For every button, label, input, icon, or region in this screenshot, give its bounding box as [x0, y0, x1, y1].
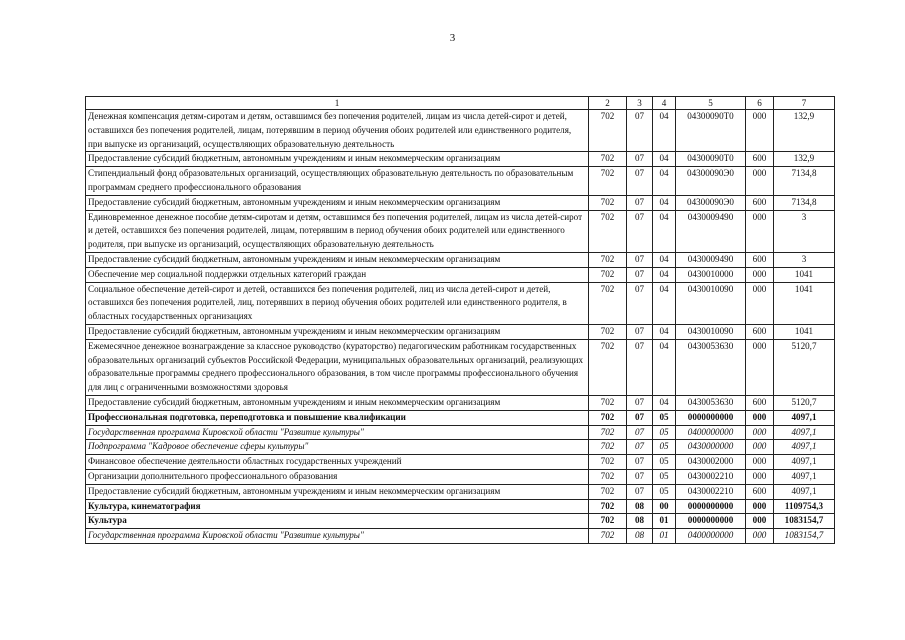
subsection-cell: 04 [653, 324, 676, 339]
row-name-cell: Ежемесячное денежное вознаграждение за классное руководство (кураторство) педагогическим работникам государственных образовательных организаций субъектов Российской Федерации, муниципальных образовательных организаций, реализующих образовательные программы среднего профессионального образования, в том числе программы профессионального обучения для лиц с ограниченными возможностями здоровья [86, 339, 589, 395]
header-col-7: 7 [774, 97, 835, 110]
expense-type-cell: 600 [746, 195, 774, 210]
row-name-cell: Социальное обеспечение детей-сирот и детей, оставшихся без попечения родителей, лиц из числа детей-сирот и детей, оставшихся без попечения родителей, лиц, потерявших в период обучения обоих родителей или единственного родителя, в областных государственных организациях [86, 282, 589, 324]
admin-code-cell: 702 [589, 484, 627, 499]
table-row [86, 484, 835, 499]
target-article-cell: 0430010000 [676, 267, 746, 282]
table-row [86, 339, 835, 395]
admin-code-cell: 702 [589, 425, 627, 440]
target-article-cell: 0000000000 [676, 410, 746, 425]
admin-code-cell: 702 [589, 514, 627, 529]
expense-type-cell: 000 [746, 514, 774, 529]
target-article-cell: 0430002000 [676, 455, 746, 470]
target-article-cell: 04300090Т0 [676, 152, 746, 167]
table-row [86, 514, 835, 529]
table-row [86, 410, 835, 425]
expense-type-cell: 000 [746, 440, 774, 455]
header-col-1: 1 [86, 97, 589, 110]
subsection-cell: 01 [653, 514, 676, 529]
table-row [86, 167, 835, 196]
table-row [86, 324, 835, 339]
amount-cell: 1041 [774, 267, 835, 282]
section-cell: 07 [627, 410, 653, 425]
target-article-cell: 0430010090 [676, 282, 746, 324]
target-article-cell: 0000000000 [676, 514, 746, 529]
row-name-cell: Предоставление субсидий бюджетным, автономным учреждениям и иным некоммерческим организациям [86, 324, 589, 339]
admin-code-cell: 702 [589, 455, 627, 470]
target-article-cell: 0430002210 [676, 484, 746, 499]
section-cell: 07 [627, 395, 653, 410]
section-cell: 07 [627, 440, 653, 455]
budget-table [85, 96, 835, 544]
amount-cell: 4097,1 [774, 425, 835, 440]
section-cell: 07 [627, 110, 653, 152]
subsection-cell: 04 [653, 252, 676, 267]
row-name-cell: Стипендиальный фонд образовательных организаций, осуществляющих образовательную деятельность по образовательным программам среднего профессионального образования [86, 167, 589, 196]
subsection-cell: 04 [653, 210, 676, 252]
subsection-cell: 04 [653, 282, 676, 324]
section-cell: 07 [627, 282, 653, 324]
admin-code-cell: 702 [589, 152, 627, 167]
subsection-cell: 05 [653, 484, 676, 499]
admin-code-cell: 702 [589, 195, 627, 210]
expense-type-cell: 000 [746, 110, 774, 152]
expense-type-cell: 000 [746, 425, 774, 440]
subsection-cell: 04 [653, 195, 676, 210]
row-name-cell: Денежная компенсация детям-сиротам и детям, оставшимся без попечения родителей, лицам из числа детей-сирот и детей, оставшихся без попечения родителей, лицам, потерявшим в период обучения обоих родителей или единственного родителя, при выпуске из организаций, осуществляющих образовательную деятельность [86, 110, 589, 152]
amount-cell: 4097,1 [774, 455, 835, 470]
subsection-cell: 04 [653, 267, 676, 282]
section-cell: 07 [627, 484, 653, 499]
section-cell: 07 [627, 455, 653, 470]
expense-type-cell: 000 [746, 499, 774, 514]
table-row [86, 455, 835, 470]
expense-type-cell: 000 [746, 529, 774, 544]
header-col-3: 3 [627, 97, 653, 110]
row-name-cell: Финансовое обеспечение деятельности областных государственных учреждений [86, 455, 589, 470]
amount-cell: 132,9 [774, 152, 835, 167]
admin-code-cell: 702 [589, 410, 627, 425]
target-article-cell: 0000000000 [676, 499, 746, 514]
subsection-cell: 04 [653, 395, 676, 410]
table-body [86, 110, 835, 544]
subsection-cell: 01 [653, 529, 676, 544]
subsection-cell: 05 [653, 425, 676, 440]
expense-type-cell: 000 [746, 210, 774, 252]
expense-type-cell: 600 [746, 484, 774, 499]
expense-type-cell: 600 [746, 324, 774, 339]
admin-code-cell: 702 [589, 469, 627, 484]
target-article-cell: 0400000000 [676, 425, 746, 440]
section-cell: 08 [627, 529, 653, 544]
header-col-5: 5 [676, 97, 746, 110]
row-name-cell: Культура, кинематография [86, 499, 589, 514]
amount-cell: 4097,1 [774, 469, 835, 484]
row-name-cell: Единовременное денежное пособие детям-сиротам и детям, оставшимся без попечения родителей, лицам из числа детей-сирот и детей, оставшихся без попечения родителей, лицам, потерявшим в период обучения обоих родителей или единственного родителя, при выпуске из организаций, осуществляющих образовательную деятельность [86, 210, 589, 252]
row-name-cell: Предоставление субсидий бюджетным, автономным учреждениям и иным некоммерческим организациям [86, 395, 589, 410]
admin-code-cell: 702 [589, 339, 627, 395]
target-article-cell: 0430009490 [676, 210, 746, 252]
table-row [86, 267, 835, 282]
amount-cell: 5120,7 [774, 339, 835, 395]
expense-type-cell: 000 [746, 339, 774, 395]
section-cell: 07 [627, 252, 653, 267]
section-cell: 07 [627, 425, 653, 440]
row-name-cell: Предоставление субсидий бюджетным, автономным учреждениям и иным некоммерческим организациям [86, 195, 589, 210]
expense-type-cell: 000 [746, 282, 774, 324]
header-col-4: 4 [653, 97, 676, 110]
admin-code-cell: 702 [589, 324, 627, 339]
target-article-cell: 0430009490 [676, 252, 746, 267]
target-article-cell: 0430010090 [676, 324, 746, 339]
header-col-2: 2 [589, 97, 627, 110]
table-row [86, 529, 835, 544]
subsection-cell: 05 [653, 440, 676, 455]
admin-code-cell: 702 [589, 252, 627, 267]
subsection-cell: 00 [653, 499, 676, 514]
subsection-cell: 05 [653, 469, 676, 484]
target-article-cell: 0430000000 [676, 440, 746, 455]
admin-code-cell: 702 [589, 395, 627, 410]
subsection-cell: 04 [653, 339, 676, 395]
table-row [86, 110, 835, 152]
table-row [86, 395, 835, 410]
amount-cell: 4097,1 [774, 440, 835, 455]
expense-type-cell: 600 [746, 252, 774, 267]
expense-type-cell: 000 [746, 410, 774, 425]
expense-type-cell: 000 [746, 469, 774, 484]
table-row [86, 440, 835, 455]
table-row [86, 425, 835, 440]
expense-type-cell: 000 [746, 267, 774, 282]
amount-cell: 1041 [774, 282, 835, 324]
table-row [86, 252, 835, 267]
row-name-cell: Предоставление субсидий бюджетным, автономным учреждениям и иным некоммерческим организациям [86, 484, 589, 499]
target-article-cell: 04300090Э0 [676, 167, 746, 196]
table-row [86, 282, 835, 324]
amount-cell: 1083154,7 [774, 514, 835, 529]
row-name-cell: Предоставление субсидий бюджетным, автономным учреждениям и иным некоммерческим организациям [86, 152, 589, 167]
section-cell: 07 [627, 339, 653, 395]
subsection-cell: 04 [653, 110, 676, 152]
target-article-cell: 04300090Т0 [676, 110, 746, 152]
amount-cell: 1083154,7 [774, 529, 835, 544]
row-name-cell: Предоставление субсидий бюджетным, автономным учреждениям и иным некоммерческим организациям [86, 252, 589, 267]
amount-cell: 5120,7 [774, 395, 835, 410]
subsection-cell: 05 [653, 455, 676, 470]
row-name-cell: Подпрограмма "Кадровое обеспечение сферы культуры" [86, 440, 589, 455]
table-row [86, 469, 835, 484]
admin-code-cell: 702 [589, 499, 627, 514]
subsection-cell: 05 [653, 410, 676, 425]
row-name-cell: Государственная программа Кировской области "Развитие культуры" [86, 529, 589, 544]
table-row [86, 499, 835, 514]
expense-type-cell: 000 [746, 455, 774, 470]
section-cell: 07 [627, 152, 653, 167]
subsection-cell: 04 [653, 152, 676, 167]
section-cell: 07 [627, 324, 653, 339]
amount-cell: 7134,8 [774, 195, 835, 210]
admin-code-cell: 702 [589, 110, 627, 152]
section-cell: 08 [627, 499, 653, 514]
subsection-cell: 04 [653, 167, 676, 196]
amount-cell: 3 [774, 210, 835, 252]
amount-cell: 1109754,3 [774, 499, 835, 514]
expense-type-cell: 600 [746, 152, 774, 167]
expense-type-cell: 000 [746, 167, 774, 196]
admin-code-cell: 702 [589, 440, 627, 455]
amount-cell: 4097,1 [774, 410, 835, 425]
expense-type-cell: 600 [746, 395, 774, 410]
amount-cell: 4097,1 [774, 484, 835, 499]
row-name-cell: Организации дополнительного профессионального образования [86, 469, 589, 484]
table-header-row [86, 97, 835, 110]
page-number: 3 [449, 32, 456, 44]
amount-cell: 132,9 [774, 110, 835, 152]
target-article-cell: 0430053630 [676, 395, 746, 410]
admin-code-cell: 702 [589, 282, 627, 324]
row-name-cell: Государственная программа Кировской области "Развитие культуры" [86, 425, 589, 440]
target-article-cell: 0430053630 [676, 339, 746, 395]
section-cell: 07 [627, 267, 653, 282]
amount-cell: 1041 [774, 324, 835, 339]
header-col-6: 6 [746, 97, 774, 110]
admin-code-cell: 702 [589, 529, 627, 544]
admin-code-cell: 702 [589, 167, 627, 196]
row-name-cell: Профессиональная подготовка, переподготовка и повышение квалификации [86, 410, 589, 425]
row-name-cell: Обеспечение мер социальной поддержки отдельных категорий граждан [86, 267, 589, 282]
target-article-cell: 0430002210 [676, 469, 746, 484]
table-row [86, 195, 835, 210]
row-name-cell: Культура [86, 514, 589, 529]
admin-code-cell: 702 [589, 267, 627, 282]
section-cell: 07 [627, 167, 653, 196]
admin-code-cell: 702 [589, 210, 627, 252]
target-article-cell: 04300090Э0 [676, 195, 746, 210]
amount-cell: 7134,8 [774, 167, 835, 196]
section-cell: 07 [627, 210, 653, 252]
target-article-cell: 0400000000 [676, 529, 746, 544]
amount-cell: 3 [774, 252, 835, 267]
table-row [86, 152, 835, 167]
section-cell: 07 [627, 195, 653, 210]
section-cell: 08 [627, 514, 653, 529]
section-cell: 07 [627, 469, 653, 484]
table-row [86, 210, 835, 252]
